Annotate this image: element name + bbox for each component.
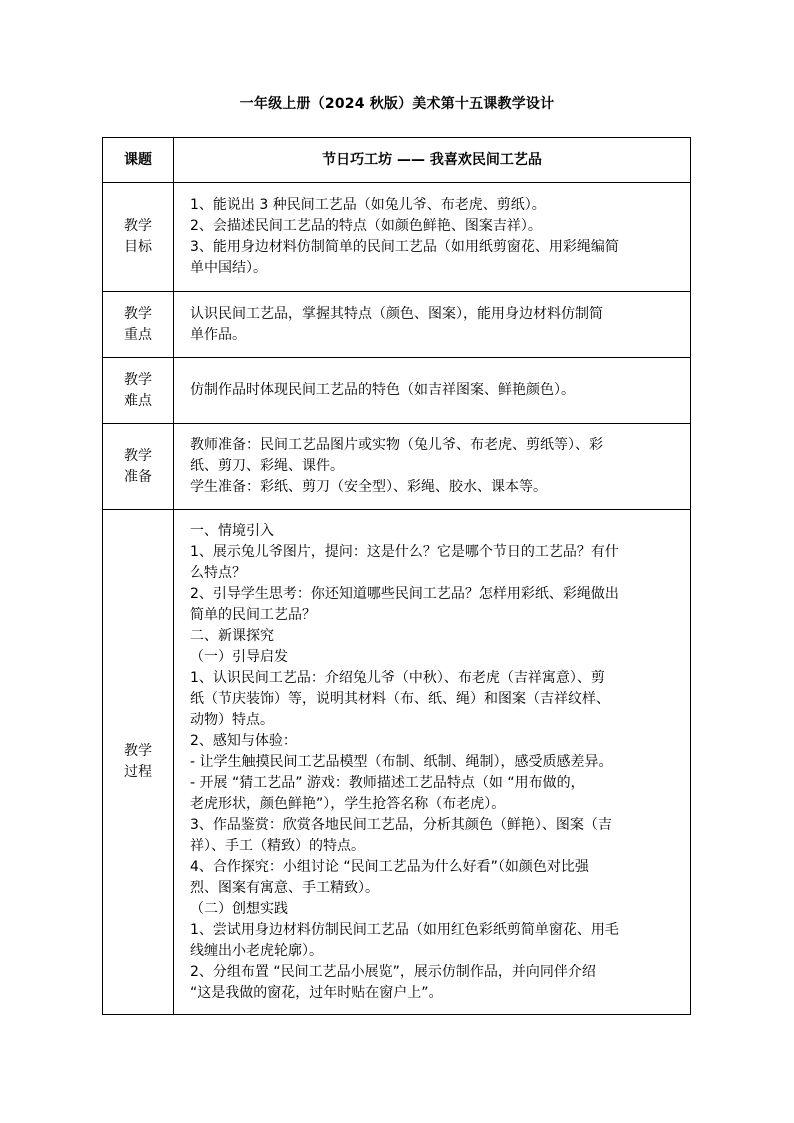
content-line: 2、引导学生思考：你还知道哪些民间工艺品？怎样用彩纸、彩绳做出 <box>190 585 619 602</box>
content-line: 4、合作探究：小组讨论 “民间工艺品为什么好看”（如颜色对比强 <box>190 858 589 875</box>
row-label-line: 过程 <box>124 764 152 780</box>
content-line: 3、作品鉴赏：欣赏各地民间工艺品，分析其颜色（鲜艳）、图案（吉 <box>190 816 612 833</box>
content-line: - 开展 “猜工艺品” 游戏：教师描述工艺品特点（如 “用布做的， <box>190 774 585 791</box>
content-line: 纸（节庆装饰）等，说明其材料（布、纸、绳）和图案（吉祥纹样、 <box>190 690 610 707</box>
row-label-line: 准备 <box>124 468 152 485</box>
row-key-points <box>103 292 691 358</box>
row-label-line: 课题 <box>124 151 152 168</box>
row-label <box>103 292 174 358</box>
content-line: 1、展示兔儿爷图片，提问：这是什么？它是哪个节日的工艺品？有什 <box>190 543 619 560</box>
content-line: 2、感知与体验： <box>190 732 297 749</box>
content-line: 祥）、手工（精致）的特点。 <box>190 837 365 854</box>
row-content <box>174 424 691 510</box>
row-label-line: 目标 <box>124 239 152 255</box>
row-content <box>174 292 691 358</box>
row-label-line: 教学 <box>124 305 152 322</box>
content-line: “这是我做的窗花，过年时贴在窗户上”。 <box>190 984 443 1001</box>
document-title: 一年级上册（2024 秋版）美术第十五课教学设计 <box>239 96 555 112</box>
row-process <box>103 510 691 1015</box>
row-label <box>103 358 174 424</box>
content-line: 纸、剪刀、彩绳、课件。 <box>190 458 344 474</box>
row-topic <box>103 138 691 183</box>
content-line: 1、认识民间工艺品：介绍兔儿爷（中秋）、布老虎（吉祥寓意）、剪 <box>190 669 605 686</box>
content-line: 节日巧工坊 —— 我喜欢民间工艺品 <box>322 151 542 168</box>
content-line: （二）创想实践 <box>190 900 288 917</box>
lesson-plan-table <box>102 137 691 1015</box>
content-line: 1、尝试用身边材料仿制民间工艺品（如用红色彩纸剪简单窗花、用毛 <box>190 921 619 938</box>
row-difficulties <box>103 358 691 424</box>
content-line: 么特点？ <box>190 564 246 581</box>
content-line: 一、情境引入 <box>190 522 274 539</box>
content-line: 2、会描述民间工艺品的特点（如颜色鲜艳、图案吉祥）。 <box>190 218 542 234</box>
row-label <box>103 183 174 292</box>
row-label-line: 教学 <box>124 371 152 388</box>
content-line: 学生准备：彩纸、剪刀（安全型）、彩绳、胶水、课本等。 <box>190 479 547 495</box>
row-label <box>103 424 174 510</box>
row-label-line: 难点 <box>124 392 152 409</box>
row-label-line: 重点 <box>124 326 152 343</box>
row-label-line: 教学 <box>124 447 152 464</box>
content-line: 动物）特点。 <box>190 711 274 728</box>
content-line: 二、新课探究 <box>190 627 274 644</box>
row-objectives <box>103 183 691 292</box>
row-content <box>174 183 691 292</box>
content-line: （一）引导启发 <box>190 648 288 665</box>
row-content <box>174 358 691 424</box>
row-content <box>174 138 691 183</box>
row-label-line: 教学 <box>124 743 152 759</box>
content-line: 简单的民间工艺品？ <box>190 606 316 623</box>
content-line: 单作品。 <box>190 326 246 343</box>
content-line: 老虎形状，颜色鲜艳”），学生抢答名称（布老虎）。 <box>190 795 506 812</box>
content-line: 1、能说出 3 种民间工艺品（如兔儿爷、布老虎、剪纸）。 <box>190 197 546 213</box>
row-label-line: 教学 <box>124 218 152 234</box>
content-line: - 让学生触摸民间工艺品模型（布制、纸制、绳制），感受质感差异。 <box>190 753 613 770</box>
content-line: 3、能用身边材料仿制简单的民间工艺品（如用纸剪窗花、用彩绳编简 <box>190 239 619 255</box>
content-line: 认识民间工艺品，掌握其特点（颜色、图案），能用身边材料仿制简 <box>190 305 603 322</box>
row-preparation <box>103 424 691 510</box>
content-line: 单中国结）。 <box>190 260 267 276</box>
content-line: 2、分组布置 “民间工艺品小展览”，展示仿制作品，并向同伴介绍 <box>190 963 596 980</box>
content-line: 烈、图案有寓意、手工精致）。 <box>190 879 379 896</box>
content-line: 教师准备：民间工艺品图片或实物（兔儿爷、布老虎、剪纸等）、彩 <box>190 437 603 453</box>
content-line: 仿制作品时体现民间工艺品的特色（如吉祥图案、鲜艳颜色）。 <box>190 382 575 398</box>
row-content <box>174 510 691 1015</box>
content-line: 线缠出小老虎轮廓）。 <box>190 942 323 959</box>
row-label <box>103 138 174 183</box>
row-label <box>103 510 174 1015</box>
